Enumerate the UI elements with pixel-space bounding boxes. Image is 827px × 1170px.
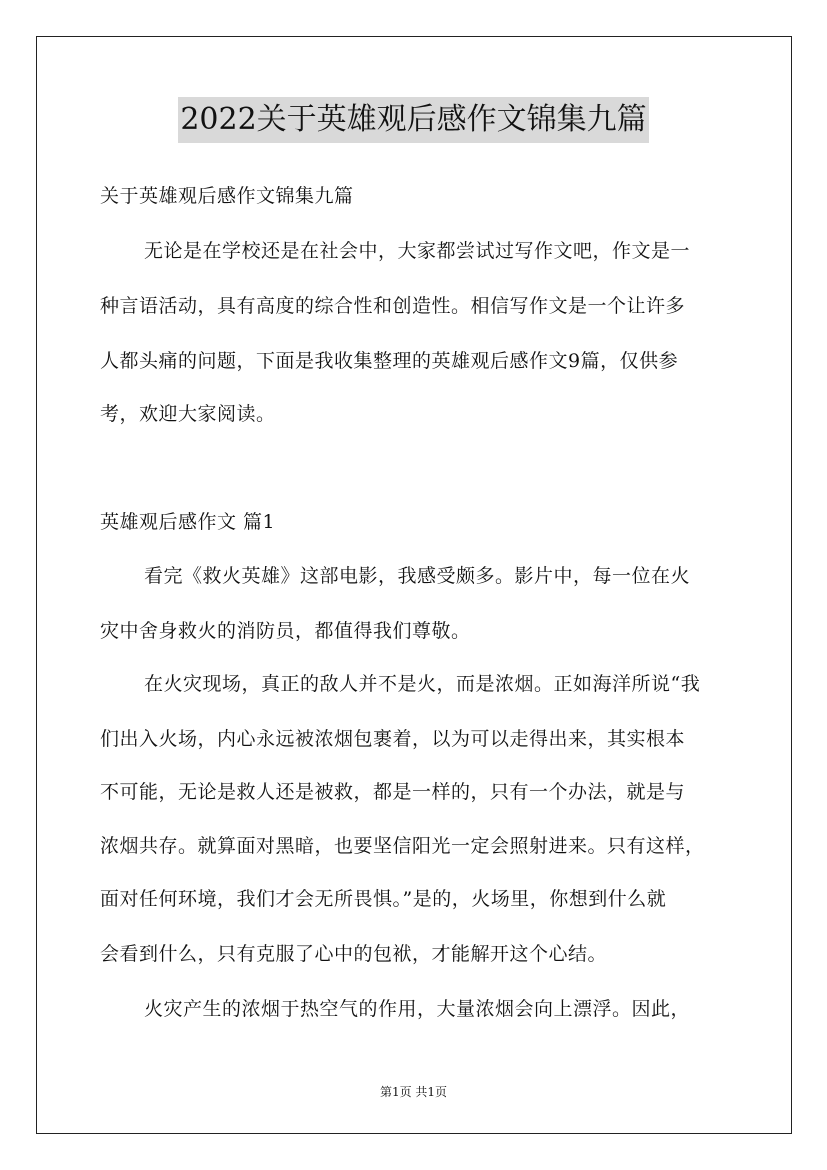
intro-line: 无论是在学校还是在社会中，大家都尝试过写作文吧，作文是一 [144,240,691,262]
paragraph-line: 面对任何环境，我们才会无所畏惧。”是的，火场里，你想到什么就 [100,888,667,910]
paragraph-line: 看完《救火英雄》这部电影，我感受颇多。影片中，每一位在火 [144,565,691,587]
paragraph-line: 不可能，无论是救人还是被救，都是一样的，只有一个办法，就是与 [100,781,686,803]
intro-line: 考，欢迎大家阅读。 [100,403,276,425]
section-heading: 英雄观后感作文 篇1 [100,511,276,533]
paragraph-line: 火灾产生的浓烟于热空气的作用，大量浓烟会向上漂浮。因此， [144,998,691,1020]
title-container [0,97,827,143]
intro-line: 人都头痛的问题，下面是我收集整理的英雄观后感作文9篇，仅供参 [100,350,679,372]
paragraph-line: 们出入火场，内心永远被浓烟包裹着，以为可以走得出来，其实根本 [100,728,686,750]
intro-line: 种言语活动，具有高度的综合性和创造性。相信写作文是一个让许多 [100,295,686,317]
document-title: 2022关于英雄观后感作文锦集九篇 [178,97,648,143]
document-subtitle: 关于英雄观后感作文锦集九篇 [100,185,354,207]
paragraph-line: 会看到什么，只有克服了心中的包袱，才能解开这个心结。 [100,943,608,965]
paragraph-line: 浓烟共存。就算面对黑暗，也要坚信阳光一定会照射进来。只有这样， [100,835,705,857]
paragraph-line: 灾中舍身救火的消防员，都值得我们尊敬。 [100,620,471,642]
paragraph-line: 在火灾现场，真正的敌人并不是火，而是浓烟。正如海洋所说“我 [144,673,701,695]
page-footer: 第1页 共1页 [379,1085,448,1099]
